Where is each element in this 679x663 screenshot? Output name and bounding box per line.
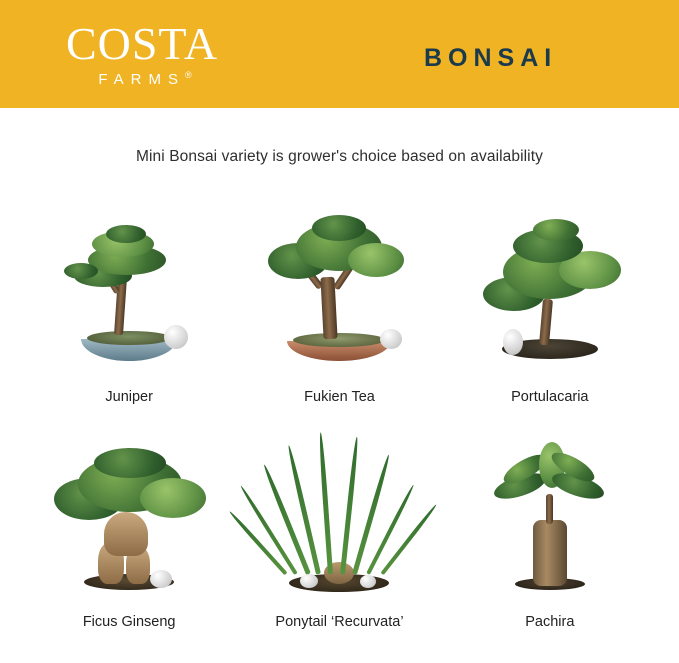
ponytail-image: [244, 425, 434, 600]
brand-farms-text: FARMS: [98, 71, 186, 88]
fukien-tea-soil: [293, 333, 385, 347]
ficus-ginseng-stone: [150, 570, 172, 588]
plant-label-portulacaria: Portulacaria: [511, 389, 589, 405]
plant-cell-fukien-tea: [234, 180, 444, 405]
fukien-tea-stone: [380, 329, 402, 349]
subtitle-text: Mini Bonsai variety is grower's choice based on availability: [136, 148, 543, 165]
ficus-ginseng-canopy-right: [140, 478, 206, 518]
fukien-tea-canopy-right: [348, 243, 404, 277]
costa-farms-logo: [32, 18, 252, 88]
pachira-braided-trunk: [533, 520, 567, 586]
plant-label-fukien-tea: Fukien Tea: [304, 389, 375, 405]
ponytail-blade-8: [381, 503, 438, 575]
brand-name-farms: [32, 70, 252, 88]
ficus-ginseng-image: [34, 425, 224, 600]
portulacaria-image: [455, 200, 645, 375]
plant-cell-ponytail: [234, 405, 444, 630]
plant-label-ponytail: Ponytail ‘Recurvata’: [275, 614, 404, 630]
juniper-soil: [87, 331, 171, 345]
content-area: [0, 108, 679, 663]
ficus-ginseng-caudex: [104, 512, 148, 556]
header-banner: [0, 0, 679, 108]
pachira-stem: [546, 494, 553, 524]
portulacaria-foliage-crown: [533, 219, 579, 241]
plant-cell-pachira: [445, 405, 655, 630]
ficus-ginseng-canopy-top: [94, 448, 166, 478]
fukien-tea-image: [244, 200, 434, 375]
juniper-foliage-side: [64, 263, 98, 279]
portulacaria-stone: [503, 329, 523, 355]
juniper-image: [34, 200, 224, 375]
plant-label-ficus-ginseng: Ficus Ginseng: [82, 614, 176, 630]
plant-cell-juniper: [24, 180, 234, 405]
ponytail-blade-2: [287, 445, 322, 575]
plant-variety-grid: [0, 180, 679, 630]
ponytail-blade-3: [319, 432, 334, 574]
plant-label-juniper: Juniper: [105, 389, 153, 405]
plant-cell-portulacaria: [445, 180, 655, 405]
ponytail-blade-5: [353, 454, 392, 575]
juniper-foliage-top: [106, 225, 146, 243]
registered-trademark-icon: ®: [185, 70, 192, 80]
juniper-stone: [164, 325, 188, 349]
page-title: BONSAI: [424, 44, 558, 72]
pachira-image: [455, 425, 645, 600]
brand-name-costa: COSTA: [65, 18, 219, 69]
plant-label-pachira: Pachira: [525, 614, 575, 630]
plant-cell-ficus-ginseng: [24, 405, 234, 630]
